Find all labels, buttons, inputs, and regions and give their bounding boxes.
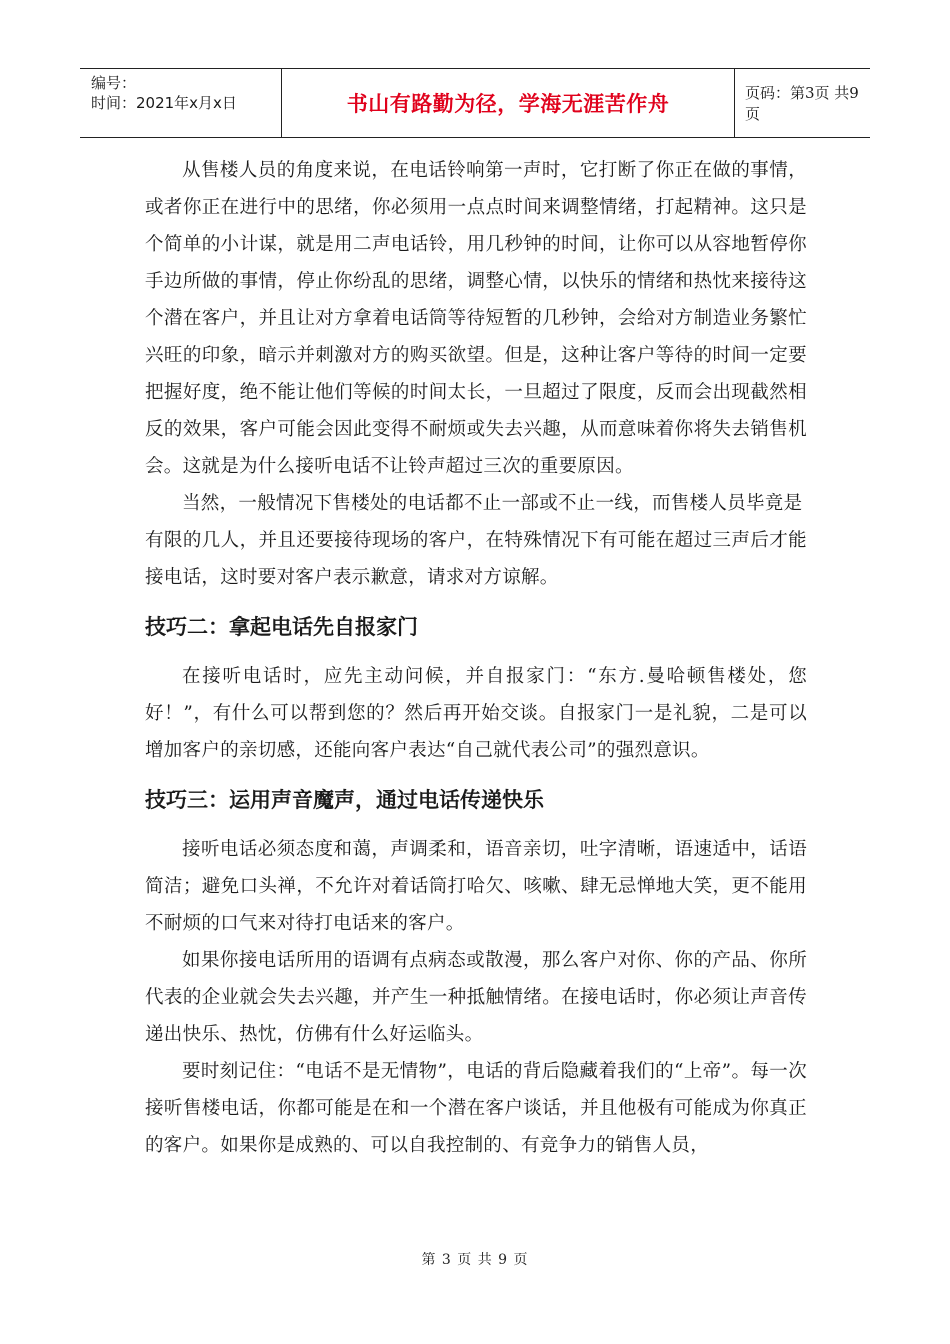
header-motto: 书山有路勤为径，学海无涯苦作舟 bbox=[346, 92, 670, 116]
section-heading-tip-3: 技巧三：运用声音魔声，通过电话传递快乐 bbox=[145, 788, 544, 812]
paragraph-multiple-lines-b: 有限的几人，并且还要接待现场的客户，在特殊情况下有可能在超过三声后才能接电话，这时要对客户表示歉意，请求对方谅解。 bbox=[145, 530, 807, 588]
paragraph-phone-importance: 要时刻记住：“电话不是无情物”，电话的背后隐藏着我们的“上帝”。每一次接听售楼电话，你都可能是在和一个潜在客户谈话，并且他极有可能成为你真正的客户。如果你是成熟的、可以自我控制的、有竞争力的销售人员， bbox=[145, 1061, 807, 1156]
document-header bbox=[80, 68, 870, 138]
document-number-label: 编号： bbox=[91, 74, 137, 92]
header-motto-cell bbox=[282, 69, 735, 137]
document-date: 时间：2021年x月x日 bbox=[91, 94, 237, 112]
paragraph-self-introduction: 在接听电话时，应先主动问候，并自报家门：“东方.曼哈顿售楼处，您好！”，有什么可以帮到您的？然后再开始交谈。自报家门一是礼貌，二是可以增加客户的亲切感，还能向客户表达“自己就代表公司”的强烈意识。 bbox=[145, 666, 807, 761]
paragraph-multiple-lines-a: 当然，一般情况下售楼处的电话都不止一部或不止一线，而售楼人员毕竟是 bbox=[182, 493, 803, 514]
document-body bbox=[145, 152, 807, 1164]
paragraph-voice-tone: 如果你接电话所用的语调有点病态或散漫，那么客户对你、你的产品、你所代表的企业就会失去兴趣，并产生一种抵触情绪。在接电话时，你必须让声音传递出快乐、热忱，仿佛有什么好运临头。 bbox=[145, 950, 807, 1045]
paragraph-voice-attitude: 接听电话必须态度和蔼，声调柔和，语音亲切，吐字清晰，语速适中，话语简洁；避免口头禅，不允许对着话筒打哈欠、咳嗽、肆无忌惮地大笑，更不能用不耐烦的口气来对待打电话来的客户。 bbox=[145, 839, 807, 934]
header-page-cell bbox=[735, 69, 870, 137]
section-heading-tip-2: 技巧二：拿起电话先自报家门 bbox=[145, 615, 418, 639]
header-meta-cell bbox=[80, 69, 282, 137]
paragraph-ring-timing: 从售楼人员的角度来说，在电话铃响第一声时，它打断了你正在做的事情，或者你正在进行中的思绪，你必须用一点点时间来调整情绪，打起精神。这只是个简单的小计谋，就是用二声电话铃，用几秒钟的时间，让你可以从容地暂停你手边所做的事情，停止你纷乱的思绪，调整心情，以快乐的情绪和热忱来接待这个潜在客户，并且让对方拿着电话筒等待短暂的几秒钟，会给对方制造业务繁忙兴旺的印象，暗示并刺激对方的购买欲望。但是，这种让客户等待的时间一定要把握好度，绝不能让他们等候的时间太长，一旦超过了限度，反而会出现截然相反的效果，客户可能会因此变得不耐烦或失去兴趣，从而意味着你将失去销售机会。这就是为什么接听电话不让铃声超过三次的重要原因。 bbox=[145, 160, 807, 477]
page-footer: 第 3 页 共 9 页 bbox=[421, 1252, 529, 1268]
header-page-info: 页码：第3页 共9页 bbox=[745, 84, 859, 123]
